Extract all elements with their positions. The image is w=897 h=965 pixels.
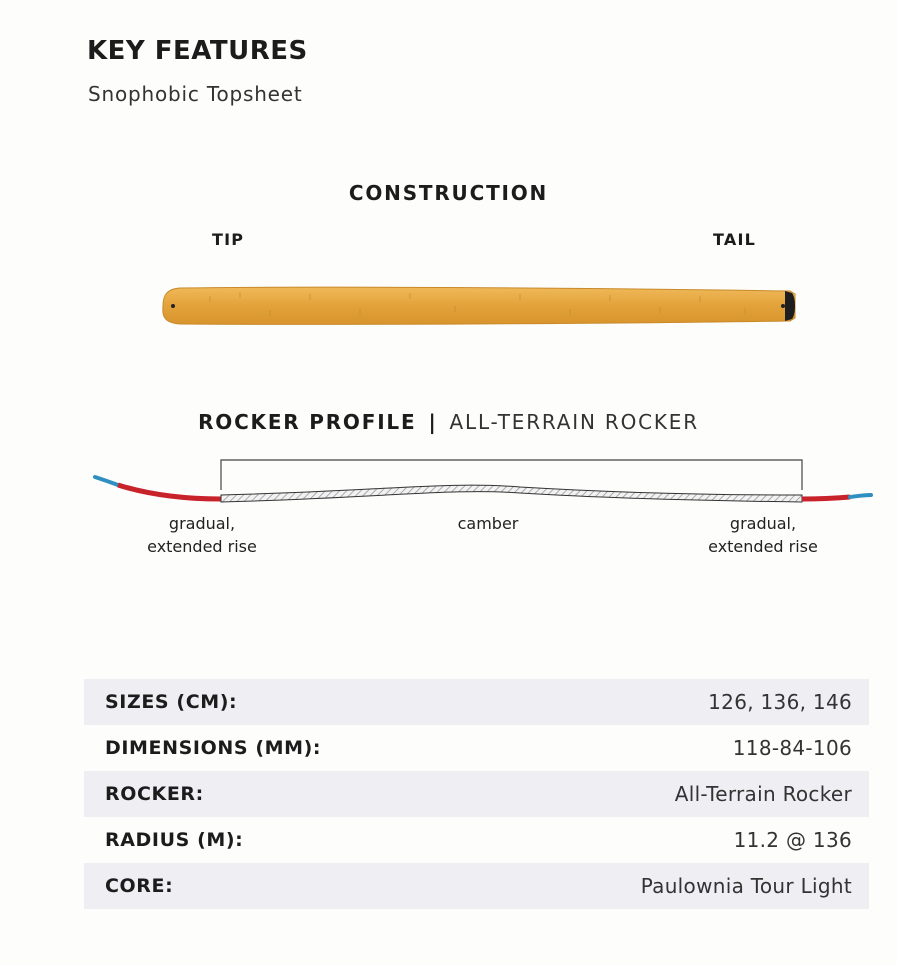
tail-label: TAIL	[713, 230, 757, 249]
key-features-subtitle: Snophobic Topsheet	[88, 82, 303, 106]
tip-hole	[171, 304, 175, 308]
tail-rise-label	[663, 512, 863, 558]
construction-heading: CONSTRUCTION	[348, 181, 549, 205]
spec-row-dimensions	[84, 725, 869, 771]
tail-rise-red	[802, 497, 850, 499]
tip-rise-blue	[95, 477, 118, 485]
camber-label-text: camber	[457, 514, 519, 533]
spec-label: RADIUS (M):	[105, 829, 244, 851]
spec-row-sizes	[84, 679, 869, 725]
key-features-title: KEY FEATURES	[87, 36, 308, 66]
tip-rise-red	[118, 485, 221, 499]
rocker-profile-heading	[0, 410, 897, 434]
tail-rise-blue	[850, 495, 871, 497]
spec-value: 126, 136, 146	[708, 690, 852, 714]
tip-rise-label	[102, 512, 302, 558]
camber-bracket	[221, 460, 802, 490]
specs-table	[84, 679, 869, 909]
spec-row-radius	[84, 817, 869, 863]
spec-value: Paulownia Tour Light	[640, 874, 852, 898]
rocker-profile-title: ROCKER PROFILE	[198, 410, 417, 434]
camber-section	[221, 485, 802, 502]
ski-construction-illustration	[0, 280, 897, 340]
tail-rise-label-line2: extended rise	[708, 537, 818, 556]
spec-label: DIMENSIONS (MM):	[105, 737, 322, 759]
spec-value: 11.2 @ 136	[733, 828, 852, 852]
tip-rise-label-line2: extended rise	[147, 537, 257, 556]
spec-label: CORE:	[105, 875, 174, 897]
spec-label: SIZES (CM):	[105, 691, 238, 713]
rocker-profile-separator: |	[428, 410, 438, 434]
rocker-profile-type: ALL-TERRAIN ROCKER	[449, 410, 699, 434]
spec-value: 118-84-106	[732, 736, 852, 760]
rocker-profile-diagram	[0, 455, 897, 515]
tail-rise-label-line1: gradual,	[729, 514, 797, 533]
spec-value: All-Terrain Rocker	[674, 782, 852, 806]
ski-core-shape	[163, 287, 795, 324]
camber-label	[388, 512, 588, 535]
spec-row-rocker	[84, 771, 869, 817]
tip-label: TIP	[212, 230, 245, 249]
spec-label: ROCKER:	[105, 783, 204, 805]
spec-row-core	[84, 863, 869, 909]
tip-rise-label-line1: gradual,	[168, 514, 236, 533]
tail-hole	[781, 304, 785, 308]
